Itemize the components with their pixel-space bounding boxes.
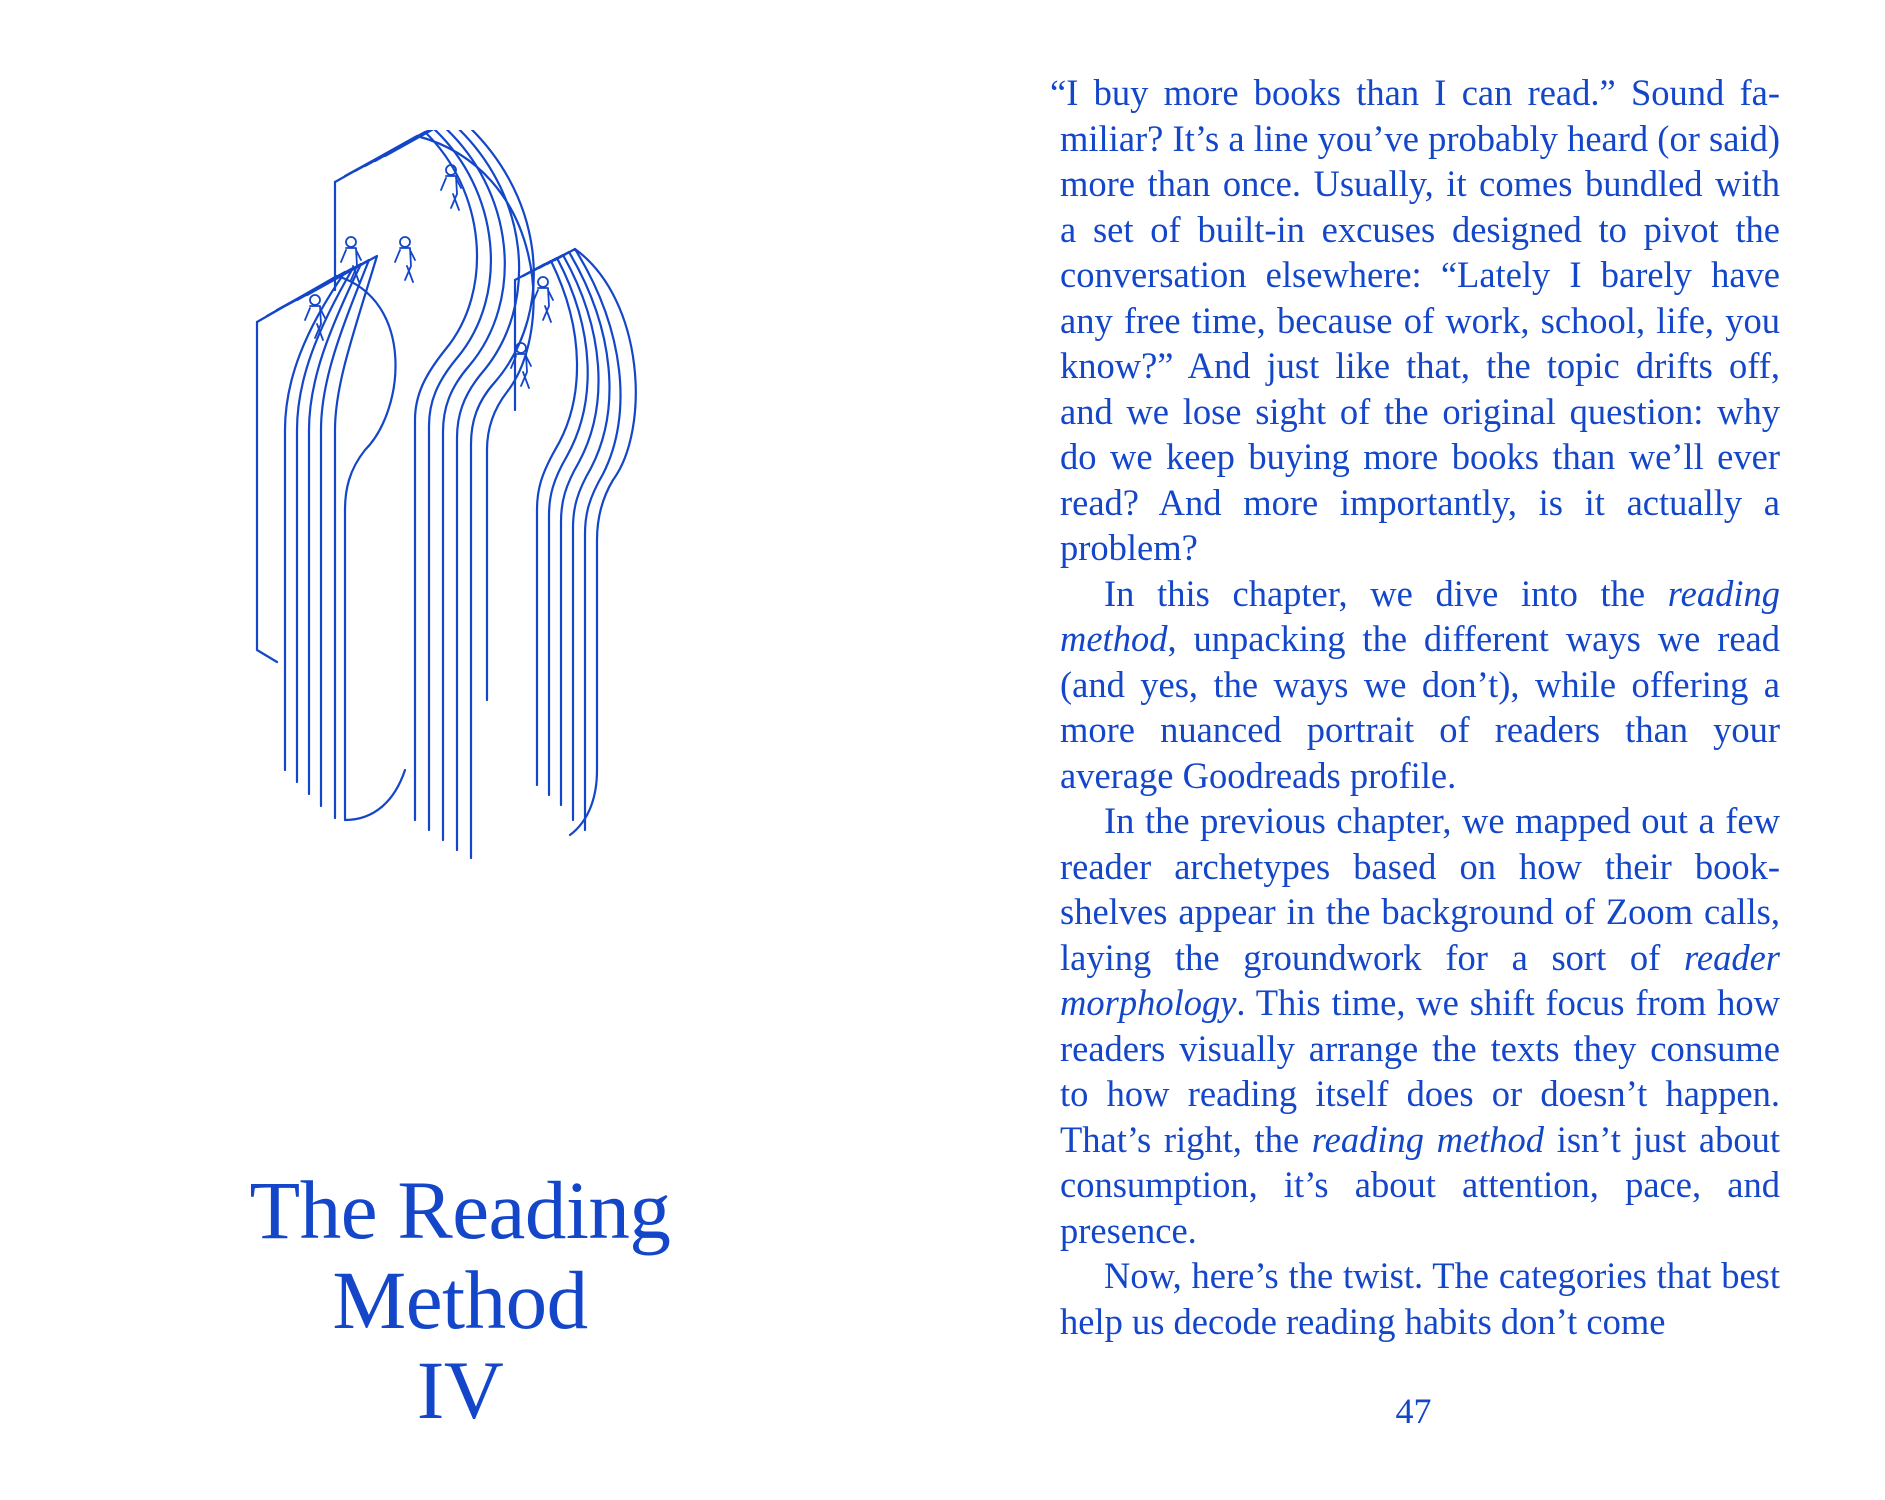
paragraph-2-text-b: , unpacking the different ways we read (and yes, the ways we don’t), while offering a more nuanced portrait of readers than your average Goodreads profile. [1060,618,1780,796]
paragraph-3 [1060,798,1780,1253]
body-text [1050,70,1781,1344]
paragraph-2 [1060,571,1780,799]
page-number: 47 [1395,1391,1432,1431]
paragraph-3-text-a: In the previous chapter, we mapped out a few reader archetypes based on how their bookshelves appear in the background of Zoom calls, laying the groundwork for a sort of [1060,800,1780,978]
chapter-illustration [245,130,685,860]
paragraph-3-text-c: isn’t just about consumption, it’s about attention, pace, and presence. [1060,1118,1781,1251]
chapter-title-line-2: Method [332,1254,588,1346]
right-book-block [515,249,636,835]
paragraph-2-text-a: In this chapter, we dive into the [1104,572,1668,614]
left-page [0,0,942,1500]
paragraph-1: “I buy more books than I can read.” Sound familiar? It’s a line you’ve probably heard (or said) more than once. Usually, it comes bundled with a set of built-in excuses designed to pivot the conversation elsewhere: “Lately I barely have any free time, because of work, school, life, you know?” And just like that, the topic drifts off, and we lose sight of the original question: why do we keep buying more books than we’ll ever read? And more importantly, is it actually a problem? [1050,72,1780,568]
middle-book-block [335,130,534,858]
paragraph-4: Now, here’s the twist. The categories that best help us decode reading habits don’t come [1060,1255,1780,1342]
left-book-block [257,256,405,820]
chapter-title [150,1165,770,1435]
paragraph-3-emphasis-1: reader morphology [1060,936,1780,1023]
paragraph-3-text-b: . This time, we shift focus from how readers visually arrange the texts they consume to how reading itself does or doesn’t happen. That’s right, the [1060,982,1780,1160]
paragraph-3-emphasis-2: reading method [1311,1118,1545,1160]
book-stacks-with-running-figures-icon [245,130,685,860]
chapter-numeral: IV [416,1344,504,1436]
paragraph-2-emphasis: reading method [1060,572,1780,659]
chapter-title-line-1: The Reading [249,1164,671,1256]
right-page [942,0,1885,1500]
